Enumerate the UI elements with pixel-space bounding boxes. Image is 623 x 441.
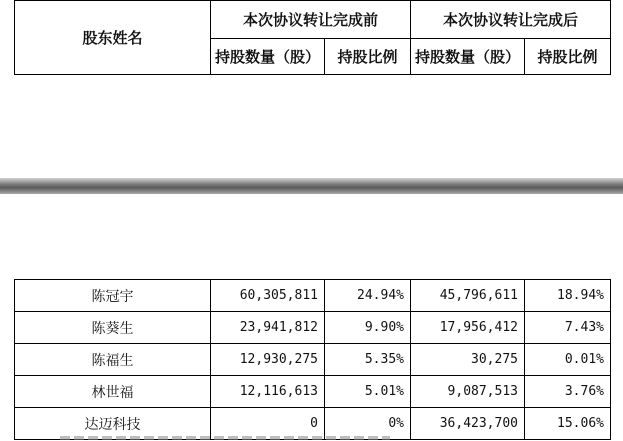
- table-row: [15, 344, 611, 376]
- before-ratio: 24.94%: [325, 280, 411, 312]
- before-shares: 23,941,812: [211, 312, 325, 344]
- after-shares: 9,087,513: [411, 376, 525, 408]
- cut-off-text-line: [60, 436, 390, 440]
- table-row: [15, 312, 611, 344]
- after-shares: 30,275: [411, 344, 525, 376]
- shareholder-name: 达迈科技: [15, 408, 211, 440]
- before-ratio: 9.90%: [325, 312, 411, 344]
- header-after-ratio: 持股比例: [525, 39, 611, 75]
- table-row: [15, 376, 611, 408]
- after-ratio: 7.43%: [525, 312, 611, 344]
- after-ratio: 15.06%: [525, 408, 611, 440]
- after-ratio: 3.76%: [525, 376, 611, 408]
- before-shares: 12,930,275: [211, 344, 325, 376]
- table-row: [15, 280, 611, 312]
- shareholder-name: 林世福: [15, 376, 211, 408]
- after-ratio: 0.01%: [525, 344, 611, 376]
- header-before-transfer: 本次协议转让完成前: [211, 1, 411, 39]
- before-ratio: 5.01%: [325, 376, 411, 408]
- shareholding-table-header: [14, 0, 611, 75]
- after-ratio: 18.94%: [525, 280, 611, 312]
- shareholder-name: 陈冠宇: [15, 280, 211, 312]
- before-shares: 12,116,613: [211, 376, 325, 408]
- shareholding-table-body: [14, 279, 611, 440]
- header-after-shares: 持股数量（股）: [411, 39, 525, 75]
- header-shareholder-name: 股东姓名: [15, 1, 211, 75]
- header-after-transfer: 本次协议转让完成后: [411, 1, 611, 39]
- after-shares: 17,956,412: [411, 312, 525, 344]
- page-break-divider: [0, 178, 623, 194]
- before-shares: 60,305,811: [211, 280, 325, 312]
- before-ratio: 0%: [325, 408, 411, 440]
- table-row: [15, 408, 611, 440]
- header-before-ratio: 持股比例: [325, 39, 411, 75]
- shareholder-name: 陈葵生: [15, 312, 211, 344]
- before-ratio: 5.35%: [325, 344, 411, 376]
- after-shares: 36,423,700: [411, 408, 525, 440]
- header-before-shares: 持股数量（股）: [211, 39, 325, 75]
- after-shares: 45,796,611: [411, 280, 525, 312]
- shareholder-name: 陈福生: [15, 344, 211, 376]
- before-shares: 0: [211, 408, 325, 440]
